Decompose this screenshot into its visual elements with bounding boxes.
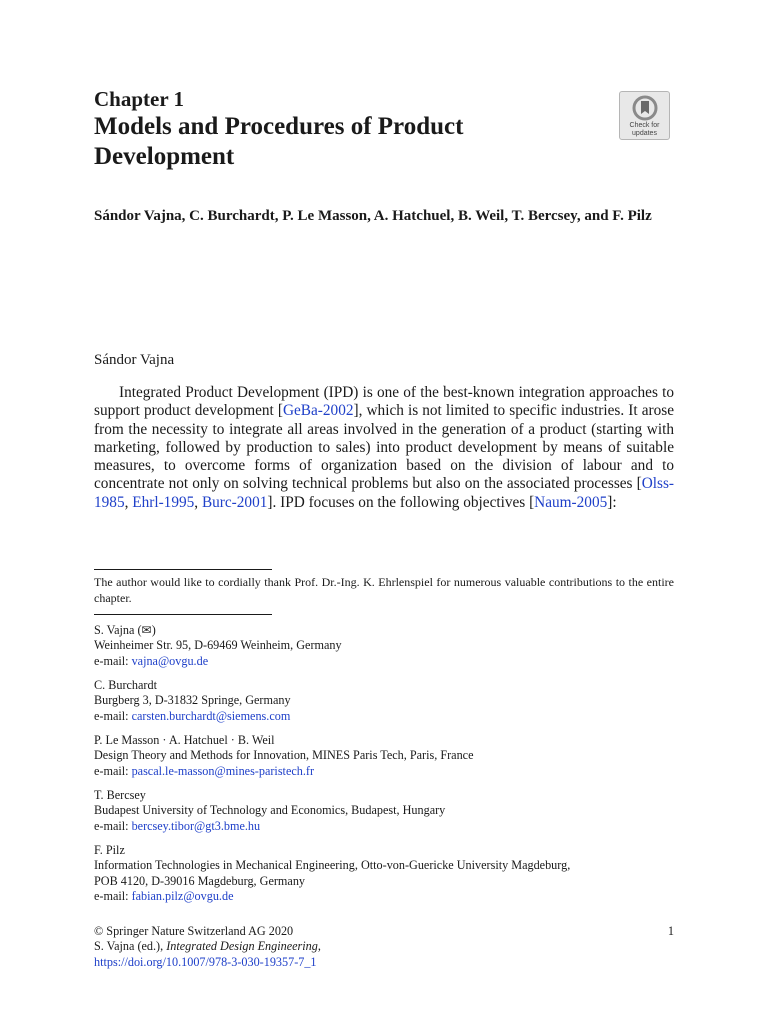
document-page: [94, 0, 674, 1024]
affiliation-name: S. Vajna (✉): [94, 623, 156, 637]
check-for-updates-badge[interactable]: [619, 91, 670, 140]
affiliation-block: T. Bercsey Budapest University of Technology and Economics, Budapest, Hungary e-mail: bercsey.tibor@gt3.bme.hu: [94, 788, 674, 834]
affiliation-name: F. Pilz: [94, 843, 125, 857]
author-list: Sándor Vajna, C. Burchardt, P. Le Masson, A. Hatchuel, B. Weil, T. Bercsey, and F. Pilz: [94, 208, 652, 224]
affiliation-name: C. Burchardt: [94, 678, 157, 692]
affiliation-block: P. Le Masson · A. Hatchuel · B. Weil Design Theory and Methods for Innovation, MINES Paris Tech, Paris, France e-mail: pascal.le-masson@mines-paristech.fr: [94, 733, 674, 779]
page-footer: [94, 924, 674, 970]
book-citation: S. Vajna (ed.), Integrated Design Engineering,: [94, 939, 321, 954]
doi-link[interactable]: https://doi.org/10.1007/978-3-030-19357-7_1: [94, 954, 317, 969]
affiliation-address: Burgberg 3, D-31832 Springe, Germany: [94, 693, 291, 708]
affiliation-name: T. Bercsey: [94, 788, 146, 802]
page-number: 1: [667, 924, 674, 938]
copyright: © Springer Nature Switzerland AG 2020: [94, 924, 294, 938]
citation-link[interactable]: Ehrl-1995: [132, 493, 195, 511]
check-for-updates-text: Check for updates: [629, 122, 660, 137]
citation-link[interactable]: Burc-2001: [201, 493, 268, 511]
affiliation-rule: [94, 614, 272, 615]
affiliation-address: POB 4120, D-39016 Magdeburg, Germany: [94, 873, 306, 888]
affiliation-address: Design Theory and Methods for Innovation, MINES Paris Tech, Paris, France: [94, 748, 474, 763]
bookmark-ring-icon: [632, 95, 658, 121]
citation-link[interactable]: Naum-2005: [534, 493, 608, 511]
body-paragraph: Integrated Product Development (IPD) is one of the best-known integration approaches to support product development [GeBa-2002], which is not limited to specific industries. It arose from the necessity to integrate all areas involved in the generation of a product (starting with marketing, followed by production to sales) into product development by means of suitable measures, to overcome forms of organization based on the division of labour and to concentrate not only on solving technical problems but also on the associated processes [Olss-1985, Ehrl-1995, Burc-2001]. IPD focuses on the following objectives [Naum-2005]:: [94, 384, 674, 511]
email-link[interactable]: pascal.le-masson@mines-paristech.fr: [131, 763, 315, 778]
chapter-label: Chapter 1: [94, 87, 185, 111]
affiliation-address: Weinheimer Str. 95, D-69469 Weinheim, Germany: [94, 638, 342, 653]
email-link[interactable]: vajna@ovgu.de: [131, 653, 209, 668]
affiliation-name: P. Le Masson · A. Hatchuel · B. Weil: [94, 733, 275, 747]
section-author: Sándor Vajna: [94, 352, 175, 368]
citation-link[interactable]: Olss-1985: [94, 475, 674, 511]
affiliation-block: S. Vajna (✉) Weinheimer Str. 95, D-69469 Weinheim, Germany e-mail: vajna@ovgu.de: [94, 623, 674, 669]
affiliation-address: Budapest University of Technology and Economics, Budapest, Hungary: [94, 803, 446, 818]
citation-link[interactable]: GeBa-2002: [282, 402, 354, 420]
affiliation-address: Information Technologies in Mechanical Engineering, Otto-von-Guericke University Magdeburg,: [94, 858, 571, 873]
email-link[interactable]: fabian.pilz@ovgu.de: [131, 888, 234, 903]
affiliation-block: C. Burchardt Burgberg 3, D-31832 Springe, Germany e-mail: carsten.burchardt@siemens.com: [94, 678, 674, 724]
affiliation-block: F. Pilz Information Technologies in Mechanical Engineering, Otto-von-Guericke University Magdeburg, POB 4120, D-39016 Magdeburg, Germany e-mail: fabian.pilz@ovgu.de: [94, 843, 674, 904]
footnote: The author would like to cordially thank Prof. Dr.-Ing. K. Ehrlenspiel for numerous valuable contributions to the entire chapter.: [94, 575, 674, 605]
chapter-title: Models and Procedures of Product Development: [94, 113, 464, 170]
email-link[interactable]: carsten.burchardt@siemens.com: [131, 708, 291, 723]
email-link[interactable]: bercsey.tibor@gt3.bme.hu: [131, 818, 261, 833]
footnote-rule: [94, 569, 272, 570]
